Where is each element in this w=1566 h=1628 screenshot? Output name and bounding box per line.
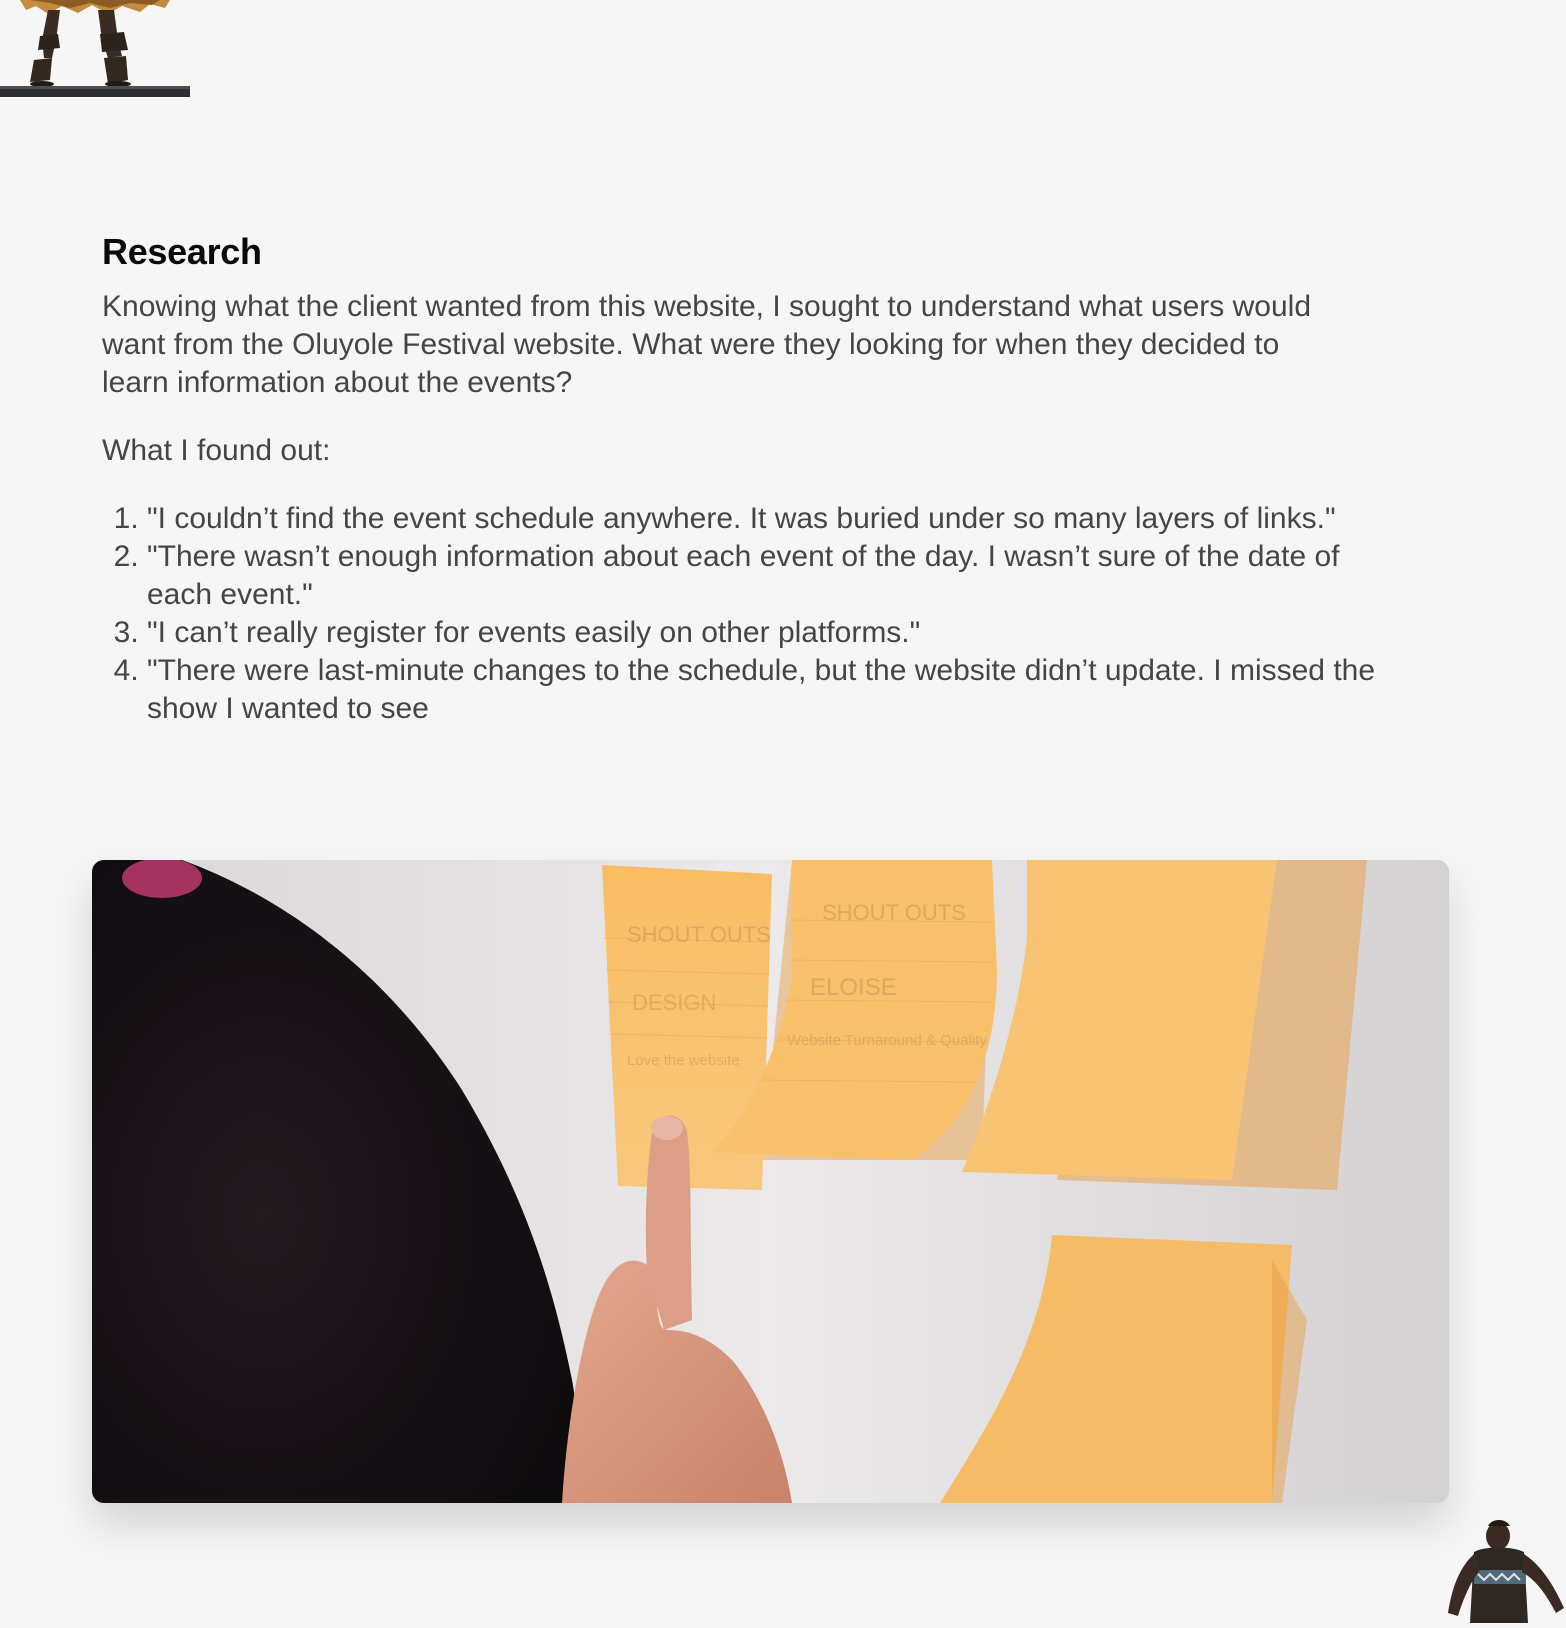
- research-intro-paragraph: Knowing what the client wanted from this website, I sought to understand what users would want from the Oluyole Festival website. What were they looking for when they decided to learn information about the events?: [102, 290, 1312, 399]
- sticky-note-label: ELOISE: [810, 974, 897, 1001]
- performer-photo-fragment: [1444, 1518, 1566, 1623]
- sticky-note-label: SHOUT OUTS: [822, 900, 966, 925]
- list-item: 3. "I can’t really register for events easily on other platforms.": [147, 614, 1407, 652]
- list-item: 2. "There wasn’t enough information about each event of the day. I wasn’t sure of the date of each event.": [147, 538, 1407, 614]
- sticky-note-label: SHOUT OUTS: [627, 922, 771, 947]
- list-item: 1. "I couldn’t find the event schedule anywhere. It was buried under so many layers of links.": [147, 500, 1407, 538]
- findings-label: What I found out:: [102, 434, 331, 467]
- list-item: 4. "There were last-minute changes to the schedule, but the website didn’t update. I missed the show I wanted to see: [147, 652, 1407, 728]
- research-section: [102, 226, 1392, 728]
- user-quotes-list: [102, 500, 1407, 728]
- research-heading: Research: [102, 231, 262, 272]
- sticky-notes-photo: [92, 860, 1449, 1503]
- svg-text:DESIGN: DESIGN: [632, 990, 717, 1015]
- dancer-photo-fragment: [0, 0, 190, 100]
- sticky-note-label: Website Turnaround & Quality: [787, 1032, 987, 1049]
- svg-text:Love the website: Love the website: [627, 1052, 740, 1069]
